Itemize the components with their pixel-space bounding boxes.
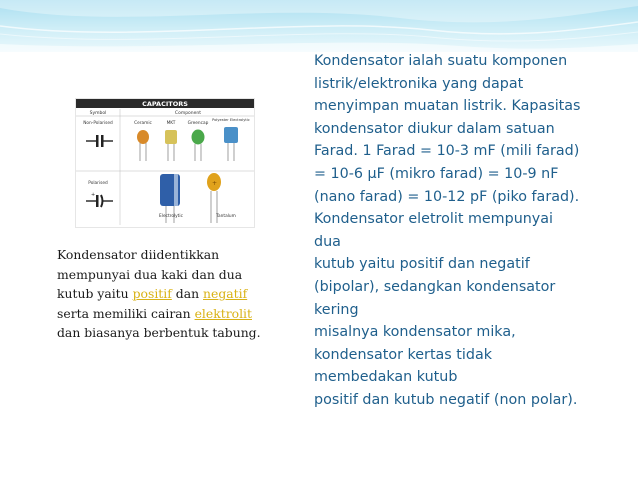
link-positif[interactable]: positif	[132, 286, 172, 301]
figure-row1-label: Non-Polarised	[83, 121, 113, 126]
right-line: membedakan kutub	[314, 369, 458, 386]
ceramic-capacitor	[137, 130, 149, 161]
right-line: menyimpan muatan listrik. Kapasitas	[314, 98, 581, 115]
link-negatif[interactable]: negatif	[203, 286, 248, 301]
type-electrolytic: Electrolytic	[159, 214, 183, 219]
greencap-capacitor	[192, 130, 205, 162]
link-elektrolit[interactable]: elektrolit	[194, 305, 252, 321]
right-line: listrik/elektronika yang dapat	[314, 75, 524, 92]
type-polyester: Polyester Electrolytic	[212, 118, 250, 122]
left-line-3-b: dan	[171, 286, 204, 301]
right-line: misalnya kondensator mika,	[314, 324, 516, 341]
right-line: kutub yaitu positif dan negatif	[314, 256, 530, 273]
left-line-5: dan biasanya berbentuk tabung.	[57, 325, 261, 340]
nonpolar-symbol	[86, 135, 113, 147]
figure-col-symbol: Symbol	[89, 111, 107, 116]
left-paragraph	[57, 245, 287, 343]
polar-symbol	[86, 192, 113, 207]
figure-title: CAPACITORS	[142, 100, 188, 108]
left-line-4-a: serta memiliki cairan	[57, 305, 195, 321]
wave-decoration	[0, 0, 638, 52]
type-tantalum: Tantalum	[216, 214, 236, 219]
capacitors-figure	[75, 98, 255, 228]
svg-text:+: +	[91, 192, 96, 198]
right-line: kondensator kertas tidak	[314, 346, 492, 363]
type-greencap: Greencap	[187, 121, 209, 126]
right-paragraph	[314, 50, 634, 412]
left-line-4	[57, 304, 287, 324]
header-wave-band	[0, 0, 638, 52]
type-ceramic: Ceramic	[134, 121, 152, 126]
right-line: dua	[314, 233, 341, 250]
right-line: Kondensator eletrolit mempunyai	[314, 211, 554, 228]
left-line-3-a: kutub yaitu	[57, 286, 133, 301]
right-line: Farad. 1 Farad = 10-3 mF (mili farad)	[314, 143, 580, 160]
right-line: kondensator diukur dalam satuan	[314, 120, 555, 137]
right-line: Kondensator ialah suatu komponen	[314, 53, 568, 69]
figure-col-component: Component	[174, 111, 202, 116]
mkt-capacitor	[165, 130, 177, 161]
type-mkt: MKT	[166, 121, 176, 126]
right-line: positif dan kutub negatif (non polar).	[314, 391, 578, 408]
right-line: (bipolar), sedangkan kondensator	[314, 278, 556, 295]
left-line-1: Kondensator diidentikkan	[57, 247, 220, 262]
figure-row2-label: Polarised	[88, 181, 108, 186]
right-line: = 10-6 µF (mikro farad) = 10-9 nF	[314, 165, 559, 182]
right-line: (nano farad) = 10-12 pF (piko farad).	[314, 188, 580, 205]
svg-text:+: +	[212, 180, 218, 187]
right-line: kering	[314, 301, 359, 318]
left-line-3	[57, 284, 287, 304]
polyester-capacitor	[224, 127, 238, 161]
left-line-2: mempunyai dua kaki dan dua	[57, 266, 243, 282]
